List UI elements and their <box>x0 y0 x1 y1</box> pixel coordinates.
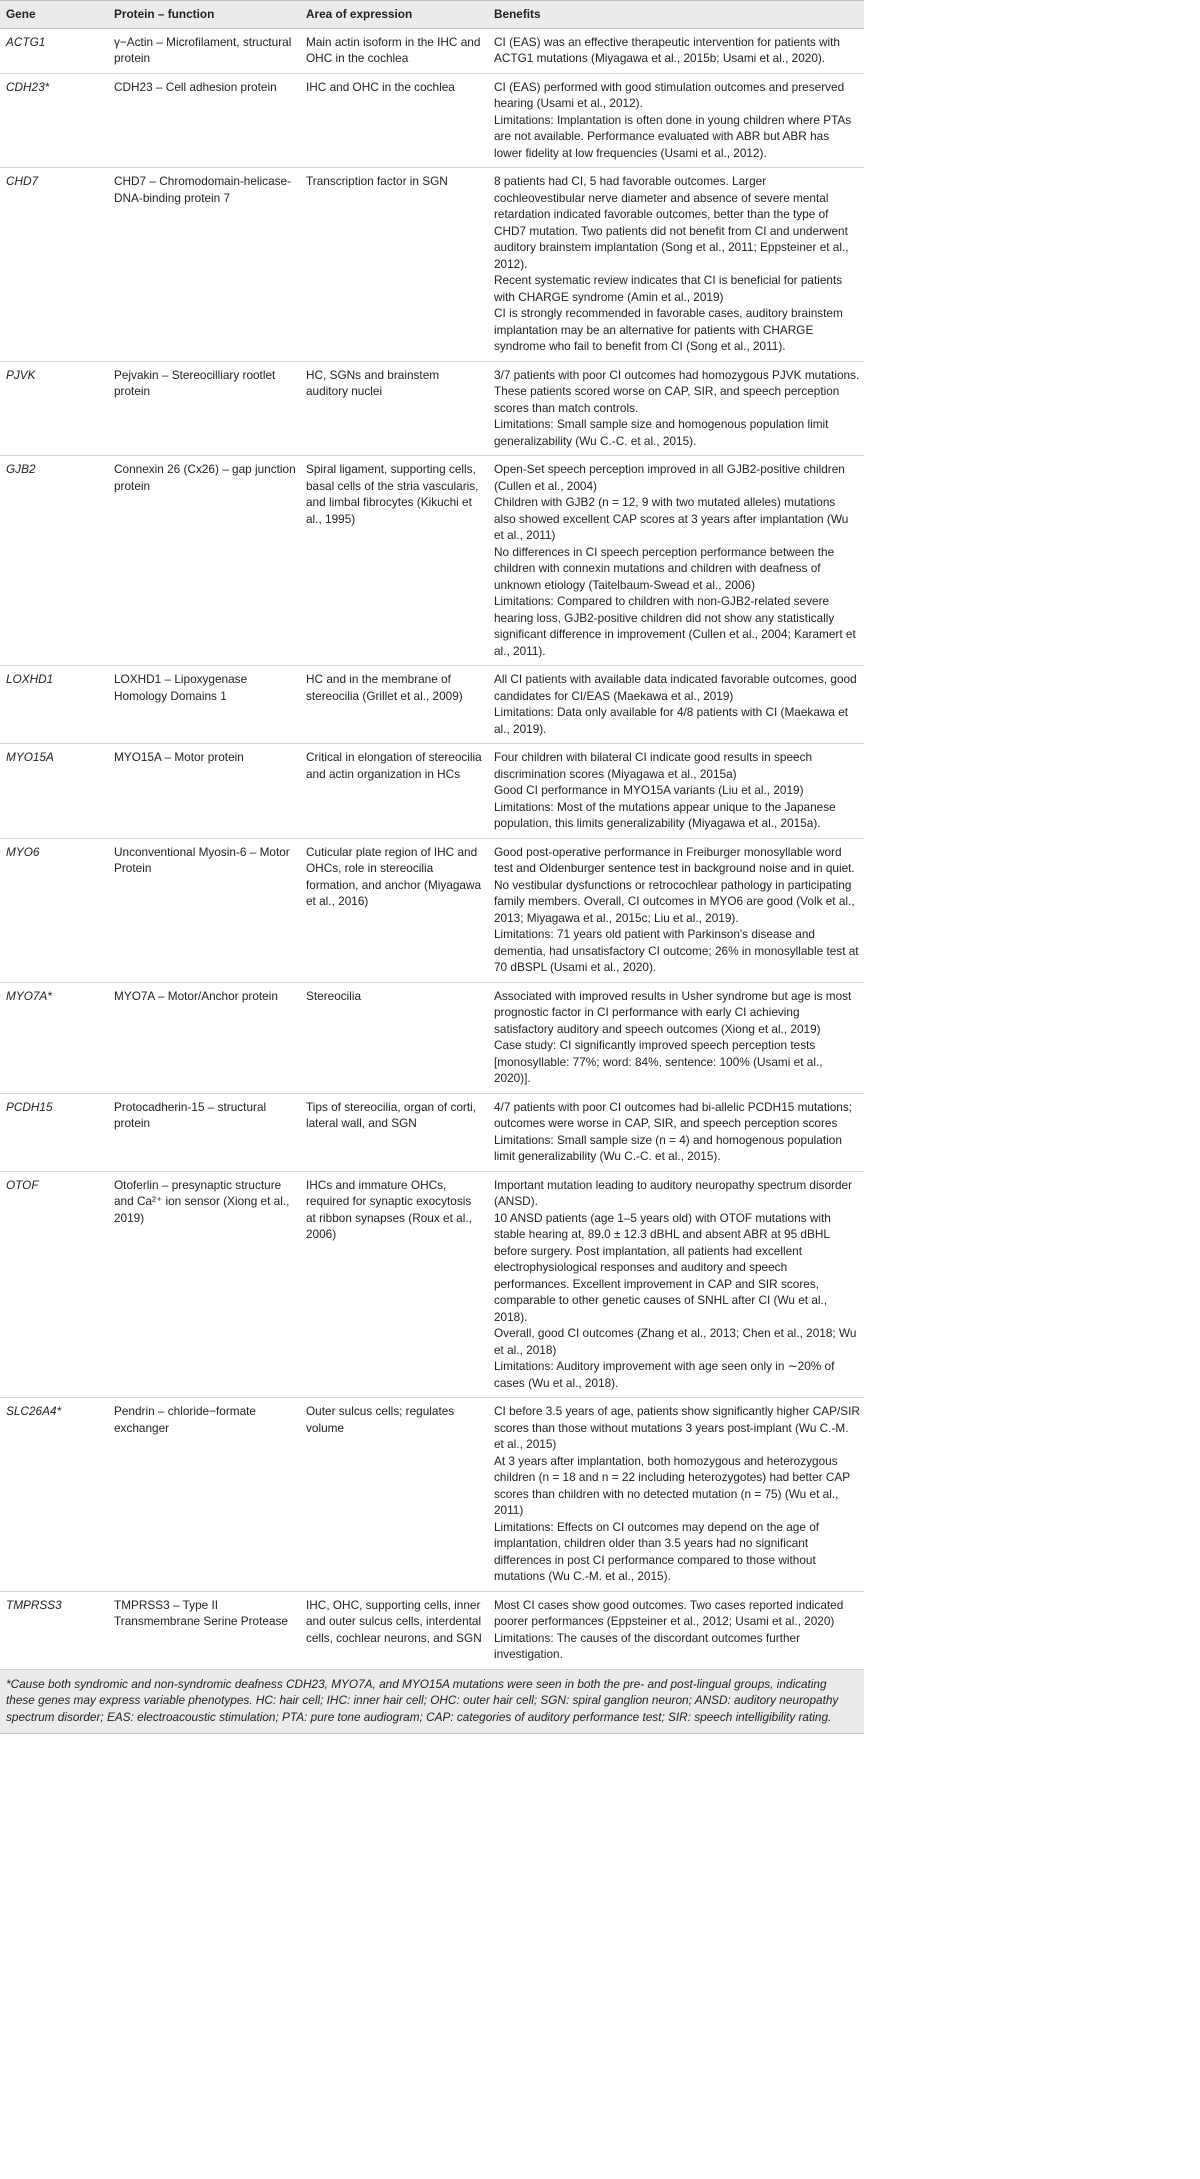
benefit-text: Limitations: Compared to children with non-GJB2-related severe hearing loss, GJB2-positive children did not show any statistically significant difference in improvement (Cullen et al., 2004; Karamert et al., 2011). <box>494 594 856 658</box>
area-cell: Main actin isoform in the IHC and OHC in the cochlea <box>300 28 488 73</box>
benefit-text: 8 patients had CI, 5 had favorable outcomes. Larger cochleovestibular nerve diameter and absence of severe mental retardation indicated favorable outcomes, better than the type of CHD7 mutation. Two patients did not benefit from CI and underwent auditory brainstem implantation (Song et al., 2011; Eppsteiner et al., 2012). <box>494 174 849 271</box>
gene-cell: CHD7 <box>0 168 108 362</box>
protein-cell: CDH23 – Cell adhesion protein <box>108 73 300 168</box>
benefits-cell <box>488 361 864 456</box>
benefit-text: Limitations: Auditory improvement with age seen only in ∼20% of cases (Wu et al., 2018). <box>494 1359 835 1390</box>
benefits-cell <box>488 73 864 168</box>
protein-cell: TMPRSS3 – Type II Transmembrane Serine Protease <box>108 1591 300 1669</box>
protein-cell: LOXHD1 – Lipoxygenase Homology Domains 1 <box>108 666 300 744</box>
protein-cell: Pejvakin – Stereocilliary rootlet protein <box>108 361 300 456</box>
benefit-text: Overall, good CI outcomes (Zhang et al., 2013; Chen et al., 2018; Wu et al., 2018) <box>494 1326 857 1357</box>
benefits-cell <box>488 744 864 839</box>
benefits-cell <box>488 1171 864 1398</box>
area-cell: Transcription factor in SGN <box>300 168 488 362</box>
benefit-text: Four children with bilateral CI indicate good results in speech discrimination scores (Miyagawa et al., 2015a) <box>494 750 813 781</box>
benefit-text: Limitations: Small sample size and homogenous population limit generalizability (Wu C.-C. et al., 2015). <box>494 417 829 448</box>
benefits-cell <box>488 1398 864 1592</box>
benefit-text: No differences in CI speech perception performance between the children with connexin mutations and children with deafness of unknown etiology (Taitelbaum-Swead et al., 2006) <box>494 544 835 592</box>
area-cell: Critical in elongation of stereocilia and actin organization in HCs <box>300 744 488 839</box>
area-cell: IHCs and immature OHCs, required for synaptic exocytosis at ribbon synapses (Roux et al., 2006) <box>300 1171 488 1398</box>
benefit-text: Case study: CI significantly improved speech perception tests [monosyllable: 77%; word: 84%, sentence: 100% (Usami et al., 2020)]. <box>494 1038 823 1085</box>
table-row <box>0 1591 864 1669</box>
table-row <box>0 361 864 456</box>
table-row <box>0 456 864 666</box>
benefit-text: 10 ANSD patients (age 1–5 years old) with OTOF mutations with stable hearing at, 89.0 ± 12.3 dBHL and absent ABR at 95 dBHL before surgery. Post implantation, all patients had excellent electrophysiological responses and auditory and speech performances. Excellent improvement in CAP and SIR scores, comparable to other genetic causes of SNHL after CI (Wu et al., 2018). <box>494 1210 831 1324</box>
benefits-cell <box>488 1591 864 1669</box>
protein-cell: CHD7 – Chromodomain-helicase-DNA-binding protein 7 <box>108 168 300 362</box>
benefits-cell <box>488 456 864 666</box>
header-row <box>0 1 864 29</box>
gene-cell: PJVK <box>0 361 108 456</box>
table-row <box>0 744 864 839</box>
benefit-text: Limitations: Data only available for 4/8 patients with CI (Maekawa et al., 2019). <box>494 705 849 736</box>
benefit-text: Limitations: Most of the mutations appear unique to the Japanese population, this limits generalizability (Miyagawa et al., 2015a). <box>494 799 836 830</box>
table-row <box>0 28 864 73</box>
protein-cell: Unconventional Myosin-6 – Motor Protein <box>108 838 300 982</box>
benefit-text: Good CI performance in MYO15A variants (Liu et al., 2019) <box>494 783 804 797</box>
area-cell: Spiral ligament, supporting cells, basal cells of the stria vascularis, and limbal fibrocytes (Kikuchi et al., 1995) <box>300 456 488 666</box>
benefit-text: CI (EAS) performed with good stimulation outcomes and preserved hearing (Usami et al., 2012). <box>494 79 845 110</box>
area-cell: Outer sulcus cells; regulates volume <box>300 1398 488 1592</box>
benefit-text: Open-Set speech perception improved in all GJB2-positive children (Cullen et al., 2004) <box>494 462 845 493</box>
table-row <box>0 666 864 744</box>
gene-cell: LOXHD1 <box>0 666 108 744</box>
table-body <box>0 28 864 1669</box>
benefit-text: Limitations: Implantation is often done in young children where PTAs are not available. Performance evaluated with ABR but ABR has lower fidelity at low frequencies (Usami et al., 2012). <box>494 112 852 160</box>
area-cell: IHC, OHC, supporting cells, inner and outer sulcus cells, interdental cells, cochlear neurons, and SGN <box>300 1591 488 1669</box>
benefits-cell <box>488 1093 864 1171</box>
benefit-text: All CI patients with available data indicated favorable outcomes, good candidates for CI/EAS (Maekawa et al., 2019) <box>494 672 857 703</box>
protein-cell: MYO15A – Motor protein <box>108 744 300 839</box>
table-row <box>0 1398 864 1592</box>
benefit-text: Associated with improved results in Usher syndrome but age is most prognostic factor in CI performance with early CI achieving satisfactory auditory and speech outcomes (Xiong et al., 2019) <box>494 988 852 1036</box>
protein-cell: Protocadherin-15 – structural protein <box>108 1093 300 1171</box>
gene-cell: GJB2 <box>0 456 108 666</box>
benefit-text: Limitations: The causes of the discordant outcomes further investigation. <box>494 1630 801 1661</box>
benefit-text: CI before 3.5 years of age, patients show significantly higher CAP/SIR scores than those without mutations 3 years post-implant (Wu C.-M. et al., 2015) <box>494 1404 860 1451</box>
benefit-text: CI (EAS) was an effective therapeutic intervention for patients with ACTG1 mutations (Miyagawa et al., 2015b; Usami et al., 2020). <box>494 34 840 65</box>
benefit-text: Children with GJB2 (n = 12, 9 with two mutated alleles) mutations also showed excellent CAP scores at 3 years after implantation (Wu et al., 2011) <box>494 495 849 542</box>
benefit-text: Limitations: Effects on CI outcomes may depend on the age of implantation, children older than 3.5 years had no significant differences in post CI performance compared to those without mutations (Wu C.-M. et al., 2015). <box>494 1519 820 1583</box>
table-row <box>0 168 864 362</box>
gene-cell: MYO6 <box>0 838 108 982</box>
protein-cell: γ−Actin – Microfilament, structural protein <box>108 28 300 73</box>
gene-cell: ACTG1 <box>0 28 108 73</box>
benefit-text: 4/7 patients with poor CI outcomes had bi-allelic PCDH15 mutations; outcomes were worse in CAP, SIR, and speech perception scores <box>494 1099 853 1130</box>
gene-cell: MYO7A* <box>0 982 108 1093</box>
protein-cell: Otoferlin – presynaptic structure and Ca²⁺ ion sensor (Xiong et al., 2019) <box>108 1171 300 1398</box>
benefits-cell <box>488 28 864 73</box>
gene-cell: TMPRSS3 <box>0 1591 108 1669</box>
benefit-text: At 3 years after implantation, both homozygous and heterozygous children (n = 18 and n = 22 including heterozygotes) had better CAP scores than children with no detected mutation (n = 75) (Wu et al., 2011) <box>494 1453 850 1517</box>
table-row <box>0 73 864 168</box>
gene-cell: OTOF <box>0 1171 108 1398</box>
benefits-cell <box>488 838 864 982</box>
area-cell: IHC and OHC in the cochlea <box>300 73 488 168</box>
benefit-text: Recent systematic review indicates that CI is beneficial for patients with CHARGE syndrome (Amin et al., 2019) <box>494 273 843 304</box>
protein-cell: Pendrin – chloride−formate exchanger <box>108 1398 300 1592</box>
benefit-text: Limitations: 71 years old patient with Parkinson's disease and dementia, had unsatisfactory CI outcome; 26% in monosyllable test at 70 dBSPL (Usami et al., 2020). <box>494 927 859 974</box>
table-row <box>0 838 864 982</box>
benefit-text: Limitations: Small sample size (n = 4) and homogenous population limit generalizability (Wu C.-C. et al., 2015). <box>494 1132 842 1163</box>
area-cell: HC, SGNs and brainstem auditory nuclei <box>300 361 488 456</box>
area-cell: Cuticular plate region of IHC and OHCs, role in stereocilia formation, and anchor (Miyagawa et al., 2016) <box>300 838 488 982</box>
benefit-text: 3/7 patients with poor CI outcomes had homozygous PJVK mutations. These patients scored worse on CAP, SIR, and speech perception scores than match controls. <box>494 367 860 415</box>
table-row <box>0 1093 864 1171</box>
area-cell: Stereocilia <box>300 982 488 1093</box>
table-header <box>0 1 864 29</box>
header-benefits: Benefits <box>488 1 864 29</box>
gene-cell: SLC26A4* <box>0 1398 108 1592</box>
benefit-text: Good post-operative performance in Freiburger monosyllable word test and Oldenburger sentence test in background noise and in quiet. No vestibular dysfunctions or retrocochlear pathology in participating family members. Overall, CI outcomes in MYO6 are good (Volk et al., 2013; Miyagawa et al., 2015c; Liu et al., 2019). <box>494 844 855 925</box>
protein-cell: MYO7A – Motor/Anchor protein <box>108 982 300 1093</box>
benefit-text: CI is strongly recommended in favorable cases, auditory brainstem implantation may be an alternative for patients with CHARGE syndrome who fail to benefit from CI (Song et al., 2011). <box>494 306 843 353</box>
protein-cell: Connexin 26 (Cx26) – gap junction protein <box>108 456 300 666</box>
gene-cell: CDH23* <box>0 73 108 168</box>
header-area: Area of expression <box>300 1 488 29</box>
benefit-text: Important mutation leading to auditory neuropathy spectrum disorder (ANSD). <box>494 1177 853 1208</box>
header-protein: Protein – function <box>108 1 300 29</box>
header-gene: Gene <box>0 1 108 29</box>
benefits-cell <box>488 666 864 744</box>
benefits-cell <box>488 982 864 1093</box>
table-row <box>0 982 864 1093</box>
table-footnote: *Cause both syndromic and non-syndromic deafness CDH23, MYO7A, and MYO15A mutations were seen in both the pre- and post-lingual groups, indicating these genes may express variable phenotypes. HC: hair cell; IHC: inner hair cell; OHC: outer hair cell; SGN: spiral ganglion neuron; ANSD: auditory neuropathy spectrum disorder; EAS: electroacoustic stimulation; PTA: pure tone audiogram; CAP: categories of auditory performance test; SIR: speech intelligibility rating. <box>0 1670 864 1735</box>
area-cell: Tips of stereocilia, organ of corti, lateral wall, and SGN <box>300 1093 488 1171</box>
gene-cell: MYO15A <box>0 744 108 839</box>
gene-cell: PCDH15 <box>0 1093 108 1171</box>
table-row <box>0 1171 864 1398</box>
area-cell: HC and in the membrane of stereocilia (Grillet et al., 2009) <box>300 666 488 744</box>
benefit-text: Most CI cases show good outcomes. Two cases reported indicated poorer performances (Eppsteiner et al., 2012; Usami et al., 2020) <box>494 1597 844 1628</box>
benefits-cell <box>488 168 864 362</box>
